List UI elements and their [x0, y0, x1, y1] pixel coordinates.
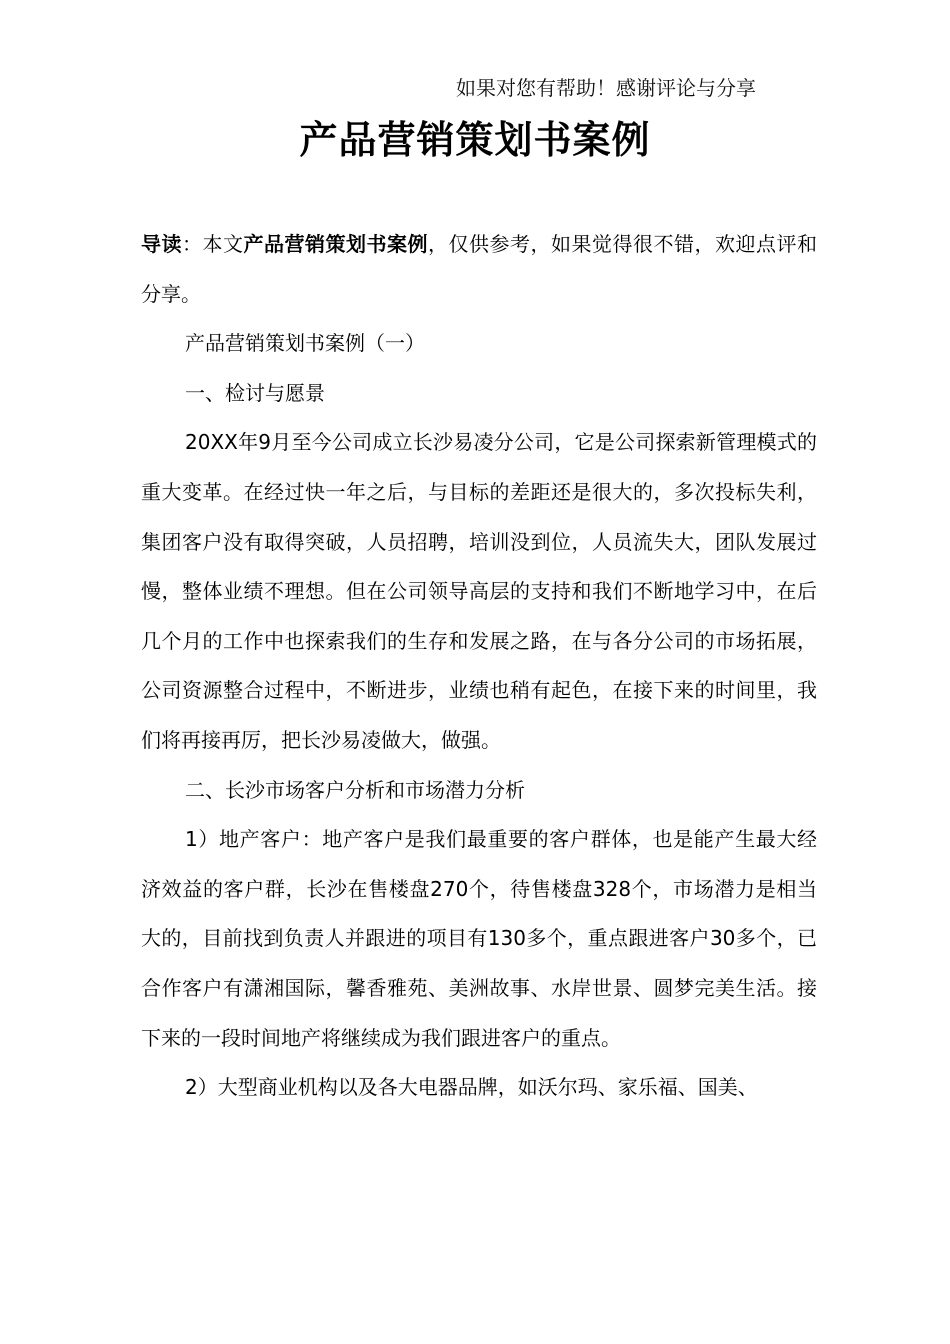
paragraph-commercial-clients: 2）大型商业机构以及各大电器品牌，如沃尔玛、家乐福、国美、 — [185, 1075, 758, 1100]
section-heading-review: 一、检讨与愿景 — [185, 380, 325, 405]
document-body — [141, 220, 817, 1113]
intro-lead-label: 导读 — [141, 232, 182, 256]
section-heading-case-one: 产品营销策划书案例（一） — [185, 331, 425, 356]
intro-colon-text: ：本文 — [182, 232, 244, 256]
intro-bold-title: 产品营销策划书案例 — [243, 232, 428, 256]
intro-rest-text: ，仅供参考，如果觉得很不错，欢迎点评和分享。 — [141, 232, 817, 306]
header-note: 如果对您有帮助！感谢评论与分享 — [456, 76, 756, 100]
intro-paragraph — [141, 220, 817, 319]
paragraph-real-estate-clients: 1）地产客户：地产客户是我们最重要的客户群体，也是能产生最大经济效益的客户群，长沙在售楼盘270个，待售楼盘328个，市场潜力是相当大的，目前找到负责人并跟进的项目有130多个，重点跟进客户30多个，已合作客户有潇湘国际，馨香雅苑、美洲故事、水岸世景、圆梦完美生活。接下来的一段时间地产将继续成为我们跟进客户的重点。 — [141, 827, 817, 1050]
section-heading-market-analysis: 二、长沙市场客户分析和市场潜力分析 — [185, 777, 525, 802]
page-title: 产品营销策划书案例 — [299, 118, 651, 162]
paragraph-review-body: 20XX年9月至今公司成立长沙易凌分公司，它是公司探索新管理模式的重大变革。在经过快一年之后，与目标的差距还是很大的，多次投标失利，集团客户没有取得突破，人员招聘，培训没到位，人员流失大，团队发展过慢，整体业绩不理想。但在公司领导高层的支持和我们不断地学习中，在后几个月的工作中也探索我们的生存和发展之路，在与各分公司的市场拓展，公司资源整合过程中，不断进步，业绩也稍有起色，在接下来的时间里，我们将再接再厉，把长沙易凌做大，做强。 — [141, 430, 817, 752]
